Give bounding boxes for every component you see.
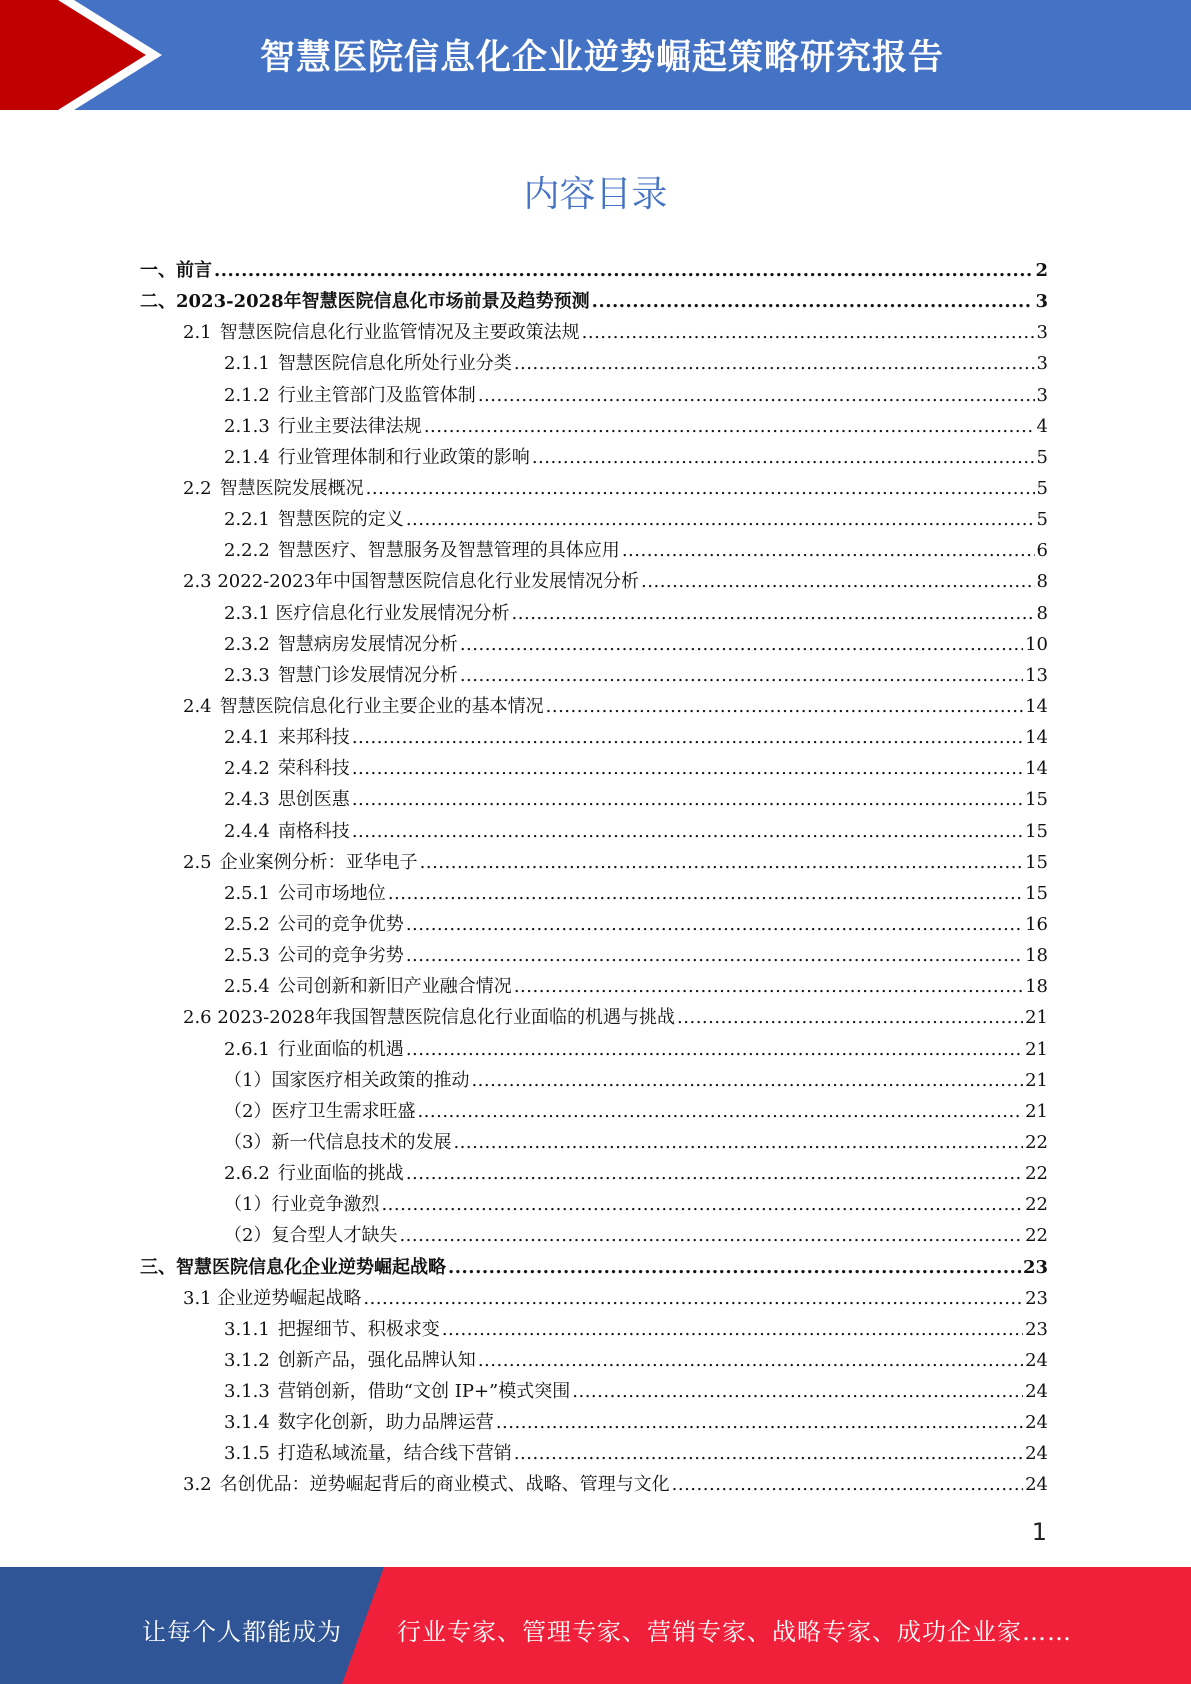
toc-entry-page: 4: [1036, 415, 1048, 437]
toc-leader-dots: [388, 878, 1023, 909]
toc-entry-title: 3.1 企业逆势崛起战略: [183, 1287, 362, 1309]
toc-leader-dots: [381, 1189, 1023, 1220]
toc-entry[interactable]: [140, 660, 1048, 691]
toc-entry-title: 创新产品，强化品牌认知: [277, 1349, 476, 1371]
toc-leader-dots: [478, 1345, 1023, 1376]
toc-entry-title: 营销创新，借助“文创 IP+”模式突围: [277, 1381, 571, 1403]
toc-entry-page: 22: [1025, 1163, 1048, 1185]
toc-entry[interactable]: [140, 1127, 1048, 1158]
toc-entry-page: 23: [1025, 1287, 1048, 1309]
toc-entry-page: 23: [1022, 1256, 1048, 1278]
footer-slogan-right: 行业专家、管理专家、营销专家、战略专家、成功企业家……: [397, 1618, 1072, 1646]
toc-entry[interactable]: [140, 1283, 1048, 1314]
toc-leader-dots: [677, 1002, 1023, 1033]
toc-entry-page: 22: [1025, 1131, 1048, 1153]
toc-leader-dots: [363, 1283, 1023, 1314]
toc-entry-page: 21: [1025, 1069, 1048, 1091]
toc-leader-dots: [406, 940, 1023, 971]
toc-entry-page: 24: [1025, 1412, 1048, 1434]
footer-slogan-left: 让每个人都能成为: [142, 1618, 342, 1646]
toc-entry[interactable]: [140, 940, 1048, 971]
toc-entry[interactable]: [140, 1469, 1048, 1500]
toc-entry[interactable]: [140, 411, 1048, 442]
toc-entry-title: 2.3 2022-2023年中国智慧医院信息化行业发展情况分析: [183, 571, 640, 593]
toc-entry-number: 2.1: [183, 322, 212, 344]
table-of-contents: [140, 255, 1048, 1501]
toc-entry-page: 8: [1036, 571, 1048, 593]
toc-entry-title: 打造私域流量，结合线下营销: [277, 1443, 512, 1465]
toc-leader-dots: [442, 1314, 1023, 1345]
toc-entry[interactable]: [140, 1096, 1048, 1127]
toc-entry-number: 2.5.4: [224, 976, 270, 998]
toc-entry-page: 24: [1025, 1381, 1048, 1403]
toc-entry-number: 2.5: [183, 851, 212, 873]
toc-entry[interactable]: [140, 847, 1048, 878]
toc-leader-dots: [672, 1469, 1023, 1500]
toc-entry-number: 2.6.1: [224, 1038, 270, 1060]
toc-entry-title: 名创优品：逆势崛起背后的商业模式、战略、管理与文化: [219, 1474, 670, 1496]
toc-entry-title: 公司的竞争劣势: [277, 945, 404, 967]
toc-entry[interactable]: [140, 1376, 1048, 1407]
toc-entry-number: 2.1.3: [224, 415, 270, 437]
toc-leader-dots: [406, 504, 1035, 535]
header-banner: [0, 0, 1191, 110]
toc-entry-title: 智慧病房发展情况分析: [277, 633, 458, 655]
toc-entry-title: （1）国家医疗相关政策的推动: [224, 1069, 470, 1091]
toc-entry-title: 智慧门诊发展情况分析: [277, 664, 458, 686]
toc-entry-title: 思创医惠: [277, 789, 350, 811]
toc-leader-dots: [352, 784, 1023, 815]
toc-entry-title: 行业主管部门及监管体制: [277, 384, 476, 406]
toc-entry[interactable]: [140, 255, 1048, 286]
toc-leader-dots: [471, 1065, 1023, 1096]
toc-leader-dots: [366, 473, 1035, 504]
toc-entry[interactable]: [140, 1158, 1048, 1189]
toc-entry-page: 3: [1036, 384, 1048, 406]
toc-entry-title: （1）行业竞争激烈: [224, 1194, 380, 1216]
toc-leader-dots: [478, 380, 1035, 411]
toc-entry-title: 公司创新和新旧产业融合情况: [277, 976, 512, 998]
toc-entry[interactable]: [140, 473, 1048, 504]
toc-entry-page: 10: [1025, 633, 1048, 655]
toc-entry[interactable]: [140, 1220, 1048, 1251]
toc-leader-dots: [406, 1158, 1023, 1189]
toc-entry[interactable]: [140, 598, 1048, 629]
toc-entry-page: 22: [1025, 1194, 1048, 1216]
toc-entry[interactable]: [140, 1065, 1048, 1096]
toc-entry-title: 公司的竞争优势: [277, 913, 404, 935]
toc-entry-number: 2.4: [183, 695, 212, 717]
toc-entry-page: 21: [1025, 1038, 1048, 1060]
toc-entry[interactable]: [140, 1034, 1048, 1065]
toc-entry-number: 2.1.2: [224, 384, 270, 406]
toc-entry-number: 2.1.4: [224, 446, 270, 468]
toc-entry-title: 一、前言: [140, 260, 212, 281]
toc-entry-number: 3.1.1: [224, 1318, 270, 1340]
toc-entry[interactable]: [140, 348, 1048, 379]
toc-leader-dots: [514, 1438, 1023, 1469]
toc-entry-page: 24: [1025, 1443, 1048, 1465]
toc-entry-page: 5: [1036, 446, 1048, 468]
toc-leader-dots: [514, 348, 1035, 379]
toc-leader-dots: [424, 411, 1035, 442]
toc-heading: 内容目录: [523, 174, 668, 215]
report-title: 智慧医院信息化企业逆势崛起策略研究报告: [260, 38, 945, 78]
toc-entry-page: 13: [1025, 664, 1048, 686]
toc-entry-number: 2.5.1: [224, 882, 270, 904]
toc-entry-title: 2.6 2023-2028年我国智慧医院信息化行业面临的机遇与挑战: [183, 1007, 676, 1029]
toc-leader-dots: [417, 1096, 1023, 1127]
toc-entry[interactable]: [140, 1189, 1048, 1220]
toc-leader-dots: [622, 535, 1035, 566]
toc-leader-dots: [460, 660, 1023, 691]
toc-leader-dots: [453, 1127, 1023, 1158]
toc-entry-title: 行业主要法律法规: [277, 415, 422, 437]
toc-entry-page: 16: [1025, 913, 1048, 935]
toc-entry[interactable]: [140, 504, 1048, 535]
toc-entry-page: 3: [1035, 291, 1048, 313]
toc-leader-dots: [582, 317, 1035, 348]
toc-entry-number: 2.4.2: [224, 758, 270, 780]
toc-entry-page: 3: [1036, 353, 1048, 375]
toc-entry[interactable]: [140, 442, 1048, 473]
toc-entry-page: 6: [1036, 540, 1048, 562]
toc-entry-title: 智慧医疗、智慧服务及智慧管理的具体应用: [277, 540, 620, 562]
toc-entry[interactable]: [140, 317, 1048, 348]
toc-leader-dots: [512, 598, 1035, 629]
toc-entry-number: 2.2.2: [224, 540, 270, 562]
toc-entry-title: （2）医疗卫生需求旺盛: [224, 1100, 416, 1122]
toc-entry-page: 8: [1036, 602, 1048, 624]
toc-entry-title: 智慧医院的定义: [277, 509, 404, 531]
toc-leader-dots: [532, 442, 1035, 473]
toc-entry-number: 3.2: [183, 1474, 212, 1496]
toc-entry-title: 行业面临的机遇: [277, 1038, 404, 1060]
toc-entry-number: 3.1.3: [224, 1381, 270, 1403]
toc-entry-page: 22: [1025, 1225, 1048, 1247]
toc-entry-number: 2.2.1: [224, 509, 270, 531]
toc-entry-title: 智慧医院信息化行业监管情况及主要政策法规: [219, 322, 580, 344]
toc-leader-dots: [352, 722, 1023, 753]
toc-entry-page: 21: [1025, 1007, 1048, 1029]
toc-entry-number: 2.3.2: [224, 633, 270, 655]
toc-entry-title: 智慧医院发展概况: [219, 477, 364, 499]
toc-entry-number: 2.1.1: [224, 353, 270, 375]
toc-entry-title: 三、智慧医院信息化企业逆势崛起战略: [140, 1256, 446, 1278]
toc-entry[interactable]: [140, 1438, 1048, 1469]
toc-entry-page: 18: [1025, 945, 1048, 967]
toc-entry[interactable]: [140, 909, 1048, 940]
toc-entry-page: 5: [1036, 477, 1048, 499]
toc-entry[interactable]: [140, 722, 1048, 753]
toc-entry-title: 2.3.1 医疗信息化行业发展情况分析: [224, 602, 510, 624]
toc-entry[interactable]: [140, 1252, 1048, 1283]
toc-leader-dots: [514, 971, 1023, 1002]
toc-leader-dots: [420, 847, 1023, 878]
toc-leader-dots: [352, 816, 1023, 847]
toc-entry[interactable]: [140, 784, 1048, 815]
toc-entry-number: 2.4.3: [224, 789, 270, 811]
toc-entry[interactable]: [140, 566, 1048, 597]
toc-entry-title: 把握细节、积极求变: [277, 1318, 440, 1340]
toc-entry-page: 2: [1035, 260, 1048, 281]
toc-entry[interactable]: [140, 629, 1048, 660]
toc-entry-title: 二、2023-2028年智慧医院信息化市场前景及趋势预测: [140, 291, 590, 313]
toc-leader-dots: [352, 753, 1023, 784]
toc-leader-dots: [214, 255, 1033, 286]
toc-entry-title: 行业面临的挑战: [277, 1163, 404, 1185]
toc-entry-page: 5: [1036, 509, 1048, 531]
toc-entry-title: 企业案例分析：亚华电子: [219, 851, 418, 873]
toc-entry-title: 南格科技: [277, 820, 350, 842]
toc-entry-title: 行业管理体制和行业政策的影响: [277, 446, 530, 468]
toc-entry-page: 15: [1025, 851, 1048, 873]
toc-entry-page: 14: [1025, 727, 1048, 749]
page-number: 1: [1031, 1518, 1047, 1546]
toc-entry-page: 24: [1025, 1349, 1048, 1371]
toc-entry-number: 2.5.2: [224, 913, 270, 935]
toc-entry[interactable]: [140, 1345, 1048, 1376]
toc-leader-dots: [496, 1407, 1023, 1438]
toc-entry[interactable]: [140, 1314, 1048, 1345]
toc-entry-page: 3: [1036, 322, 1048, 344]
toc-entry-number: 2.4.4: [224, 820, 270, 842]
toc-entry[interactable]: [140, 286, 1048, 317]
toc-entry[interactable]: [140, 1002, 1048, 1033]
toc-leader-dots: [406, 1034, 1023, 1065]
toc-leader-dots: [399, 1220, 1023, 1251]
toc-entry-number: 3.1.5: [224, 1443, 270, 1465]
toc-entry-page: 21: [1025, 1100, 1048, 1122]
toc-entry-title: 荣科科技: [277, 758, 350, 780]
toc-leader-dots: [641, 566, 1035, 597]
toc-entry[interactable]: [140, 753, 1048, 784]
toc-leader-dots: [448, 1252, 1021, 1283]
toc-entry-title: 数字化创新，助力品牌运营: [277, 1412, 494, 1434]
toc-entry-page: 14: [1025, 758, 1048, 780]
toc-entry[interactable]: [140, 535, 1048, 566]
toc-entry-page: 18: [1025, 976, 1048, 998]
toc-entry-title: 公司市场地位: [277, 882, 386, 904]
toc-entry[interactable]: [140, 971, 1048, 1002]
toc-entry[interactable]: [140, 380, 1048, 411]
toc-entry-title: 智慧医院信息化所处行业分类: [277, 353, 512, 375]
toc-entry-title: 智慧医院信息化行业主要企业的基本情况: [219, 695, 544, 717]
toc-entry[interactable]: [140, 816, 1048, 847]
toc-leader-dots: [592, 286, 1034, 317]
toc-entry-page: 15: [1025, 820, 1048, 842]
toc-entry-number: 2.2: [183, 477, 212, 499]
toc-entry-page: 14: [1025, 695, 1048, 717]
toc-entry-title: （2）复合型人才缺失: [224, 1225, 398, 1247]
toc-entry[interactable]: [140, 691, 1048, 722]
toc-entry-number: 3.1.4: [224, 1412, 270, 1434]
footer-banner: [0, 1567, 1191, 1684]
toc-leader-dots: [572, 1376, 1023, 1407]
toc-entry-number: 2.6.2: [224, 1163, 270, 1185]
toc-entry[interactable]: [140, 878, 1048, 909]
toc-entry-number: 2.4.1: [224, 727, 270, 749]
toc-entry-number: 2.3.3: [224, 664, 270, 686]
toc-entry-title: （3）新一代信息技术的发展: [224, 1131, 452, 1153]
toc-entry-page: 15: [1025, 789, 1048, 811]
toc-leader-dots: [546, 691, 1023, 722]
toc-leader-dots: [460, 629, 1023, 660]
toc-entry-number: 2.5.3: [224, 945, 270, 967]
toc-entry-page: 23: [1025, 1318, 1048, 1340]
toc-entry-page: 15: [1025, 882, 1048, 904]
toc-entry-page: 24: [1025, 1474, 1048, 1496]
toc-entry-title: 来邦科技: [277, 727, 350, 749]
toc-leader-dots: [406, 909, 1023, 940]
toc-entry-number: 3.1.2: [224, 1349, 270, 1371]
toc-entry[interactable]: [140, 1407, 1048, 1438]
